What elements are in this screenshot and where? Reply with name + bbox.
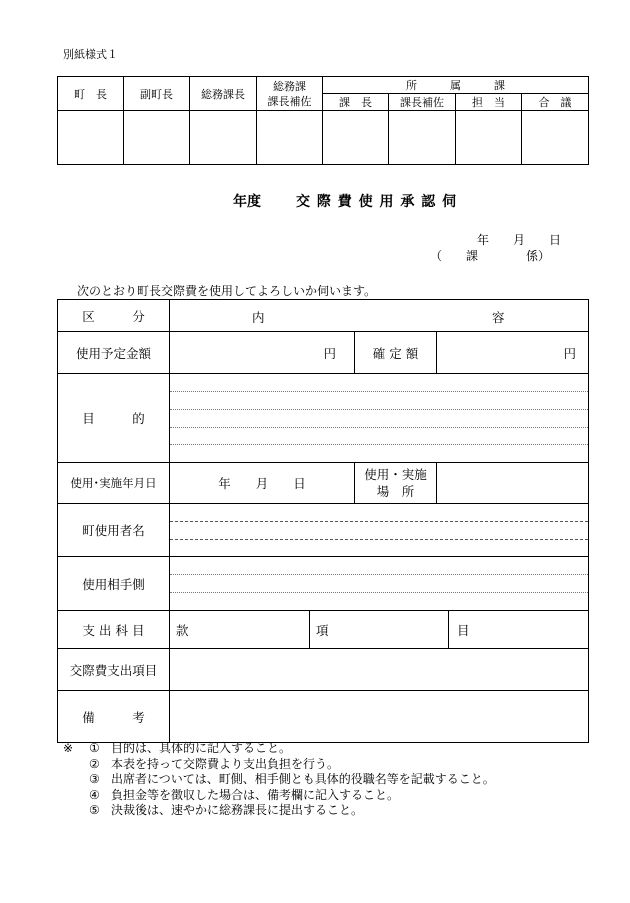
stamp-box[interactable] <box>522 111 589 165</box>
date-field[interactable] <box>170 463 355 504</box>
purpose-label: 目 的 <box>58 374 170 463</box>
note-number: ② <box>89 756 100 771</box>
header-category-label: 区 分 <box>58 300 170 332</box>
counterpart-label: 使用相手側 <box>58 557 170 611</box>
place-label-line1: 使用・実施 <box>364 467 427 482</box>
place-field[interactable] <box>437 463 589 504</box>
note-item <box>63 741 495 757</box>
request-form-table <box>57 299 589 743</box>
date-label: 使用･実施年月日 <box>58 463 170 504</box>
note-text: 目的は、具体的に記入すること。 <box>111 741 292 755</box>
note-text: 負担金等を徴収した場合は、備考欄に記入すること。 <box>111 787 400 802</box>
remarks-field[interactable] <box>170 691 589 743</box>
counterpart-field[interactable] <box>170 557 589 611</box>
kan-label: 款 <box>176 622 189 638</box>
note-text: 本表を持って交際費より支出負担を行う。 <box>111 756 340 771</box>
stamp-box[interactable] <box>124 111 190 165</box>
stamp-header-department: 所 属 課 <box>323 77 589 94</box>
note-number: ③ <box>89 772 100 786</box>
general-asst-line1: 総務課 <box>273 79 306 93</box>
approval-stamp-table <box>57 76 589 165</box>
note-number: ⑤ <box>89 803 100 817</box>
remarks-label: 備 考 <box>58 691 170 743</box>
note-text: 出席者については、町側、相手側とも具体的役職名等を記載すること。 <box>111 772 495 786</box>
stamp-box[interactable] <box>456 111 522 165</box>
planned-amount-label: 使用予定金額 <box>58 332 170 374</box>
date-line: 年 月 日 <box>477 233 562 247</box>
department-line: （ 課 係） <box>430 249 551 263</box>
form-id: 別紙様式１ <box>63 48 118 61</box>
note-number: ① <box>89 741 100 755</box>
confirmed-amount-label: 確 定 額 <box>355 332 437 374</box>
note-mark: ※ <box>63 741 74 755</box>
page-title: 交 際 費 使 用 承 認 伺 <box>296 194 458 210</box>
stamp-box[interactable] <box>257 111 323 165</box>
place-label <box>355 463 437 504</box>
note-number: ④ <box>89 787 100 802</box>
stamp-header-dept-staff: 担 当 <box>456 94 522 111</box>
header-content-2: 容 <box>492 310 505 325</box>
stamp-box[interactable] <box>323 111 389 165</box>
user-name-field[interactable] <box>170 504 589 557</box>
yen-unit: 円 <box>323 345 336 361</box>
stamp-box[interactable] <box>389 111 456 165</box>
notes <box>63 741 495 819</box>
stamp-box[interactable] <box>58 111 124 165</box>
planned-amount-field[interactable] <box>170 332 355 374</box>
header-content-1: 内 <box>252 310 265 325</box>
note-item <box>63 803 495 819</box>
stamp-box[interactable] <box>190 111 257 165</box>
title-year: 年度 <box>233 194 261 210</box>
stamp-header-town-mayor: 町 長 <box>58 77 124 111</box>
stamp-header-dept-chief: 課 長 <box>323 94 389 111</box>
confirmed-amount-field[interactable] <box>437 332 589 374</box>
account-moku-field[interactable] <box>449 611 589 649</box>
expense-item-label: 交際費支出項目 <box>58 649 170 691</box>
kou-label: 項 <box>316 622 329 638</box>
date-value: 年 月 日 <box>218 476 306 491</box>
note-text: 決裁後は、速やかに総務課長に提出すること。 <box>111 803 364 817</box>
note-item <box>63 757 495 773</box>
yen-unit: 円 <box>563 345 577 361</box>
stamp-header-general-assistant <box>257 77 323 111</box>
stamp-header-general-chief: 総務課長 <box>190 77 257 111</box>
general-asst-line2: 課長補佐 <box>267 94 312 108</box>
expense-item-field[interactable] <box>170 649 589 691</box>
account-label: 支 出 科 目 <box>58 611 170 649</box>
stamp-header-deputy-mayor: 副町長 <box>124 77 190 111</box>
stamp-header-dept-assistant: 課長補佐 <box>389 94 456 111</box>
stamp-header-dept-consult: 合 議 <box>522 94 589 111</box>
user-name-label: 町使用者名 <box>58 504 170 557</box>
account-kou-field[interactable] <box>310 611 449 649</box>
header-content-cell <box>170 300 589 332</box>
place-label-line2: 場 所 <box>376 484 415 499</box>
purpose-field[interactable] <box>170 374 589 463</box>
note-item <box>63 788 495 804</box>
moku-label: 目 <box>457 622 470 638</box>
note-item <box>63 772 495 788</box>
intro-text: 次のとおり町長交際費を使用してよろしいか伺います。 <box>77 284 377 298</box>
account-kan-field[interactable] <box>170 611 310 649</box>
